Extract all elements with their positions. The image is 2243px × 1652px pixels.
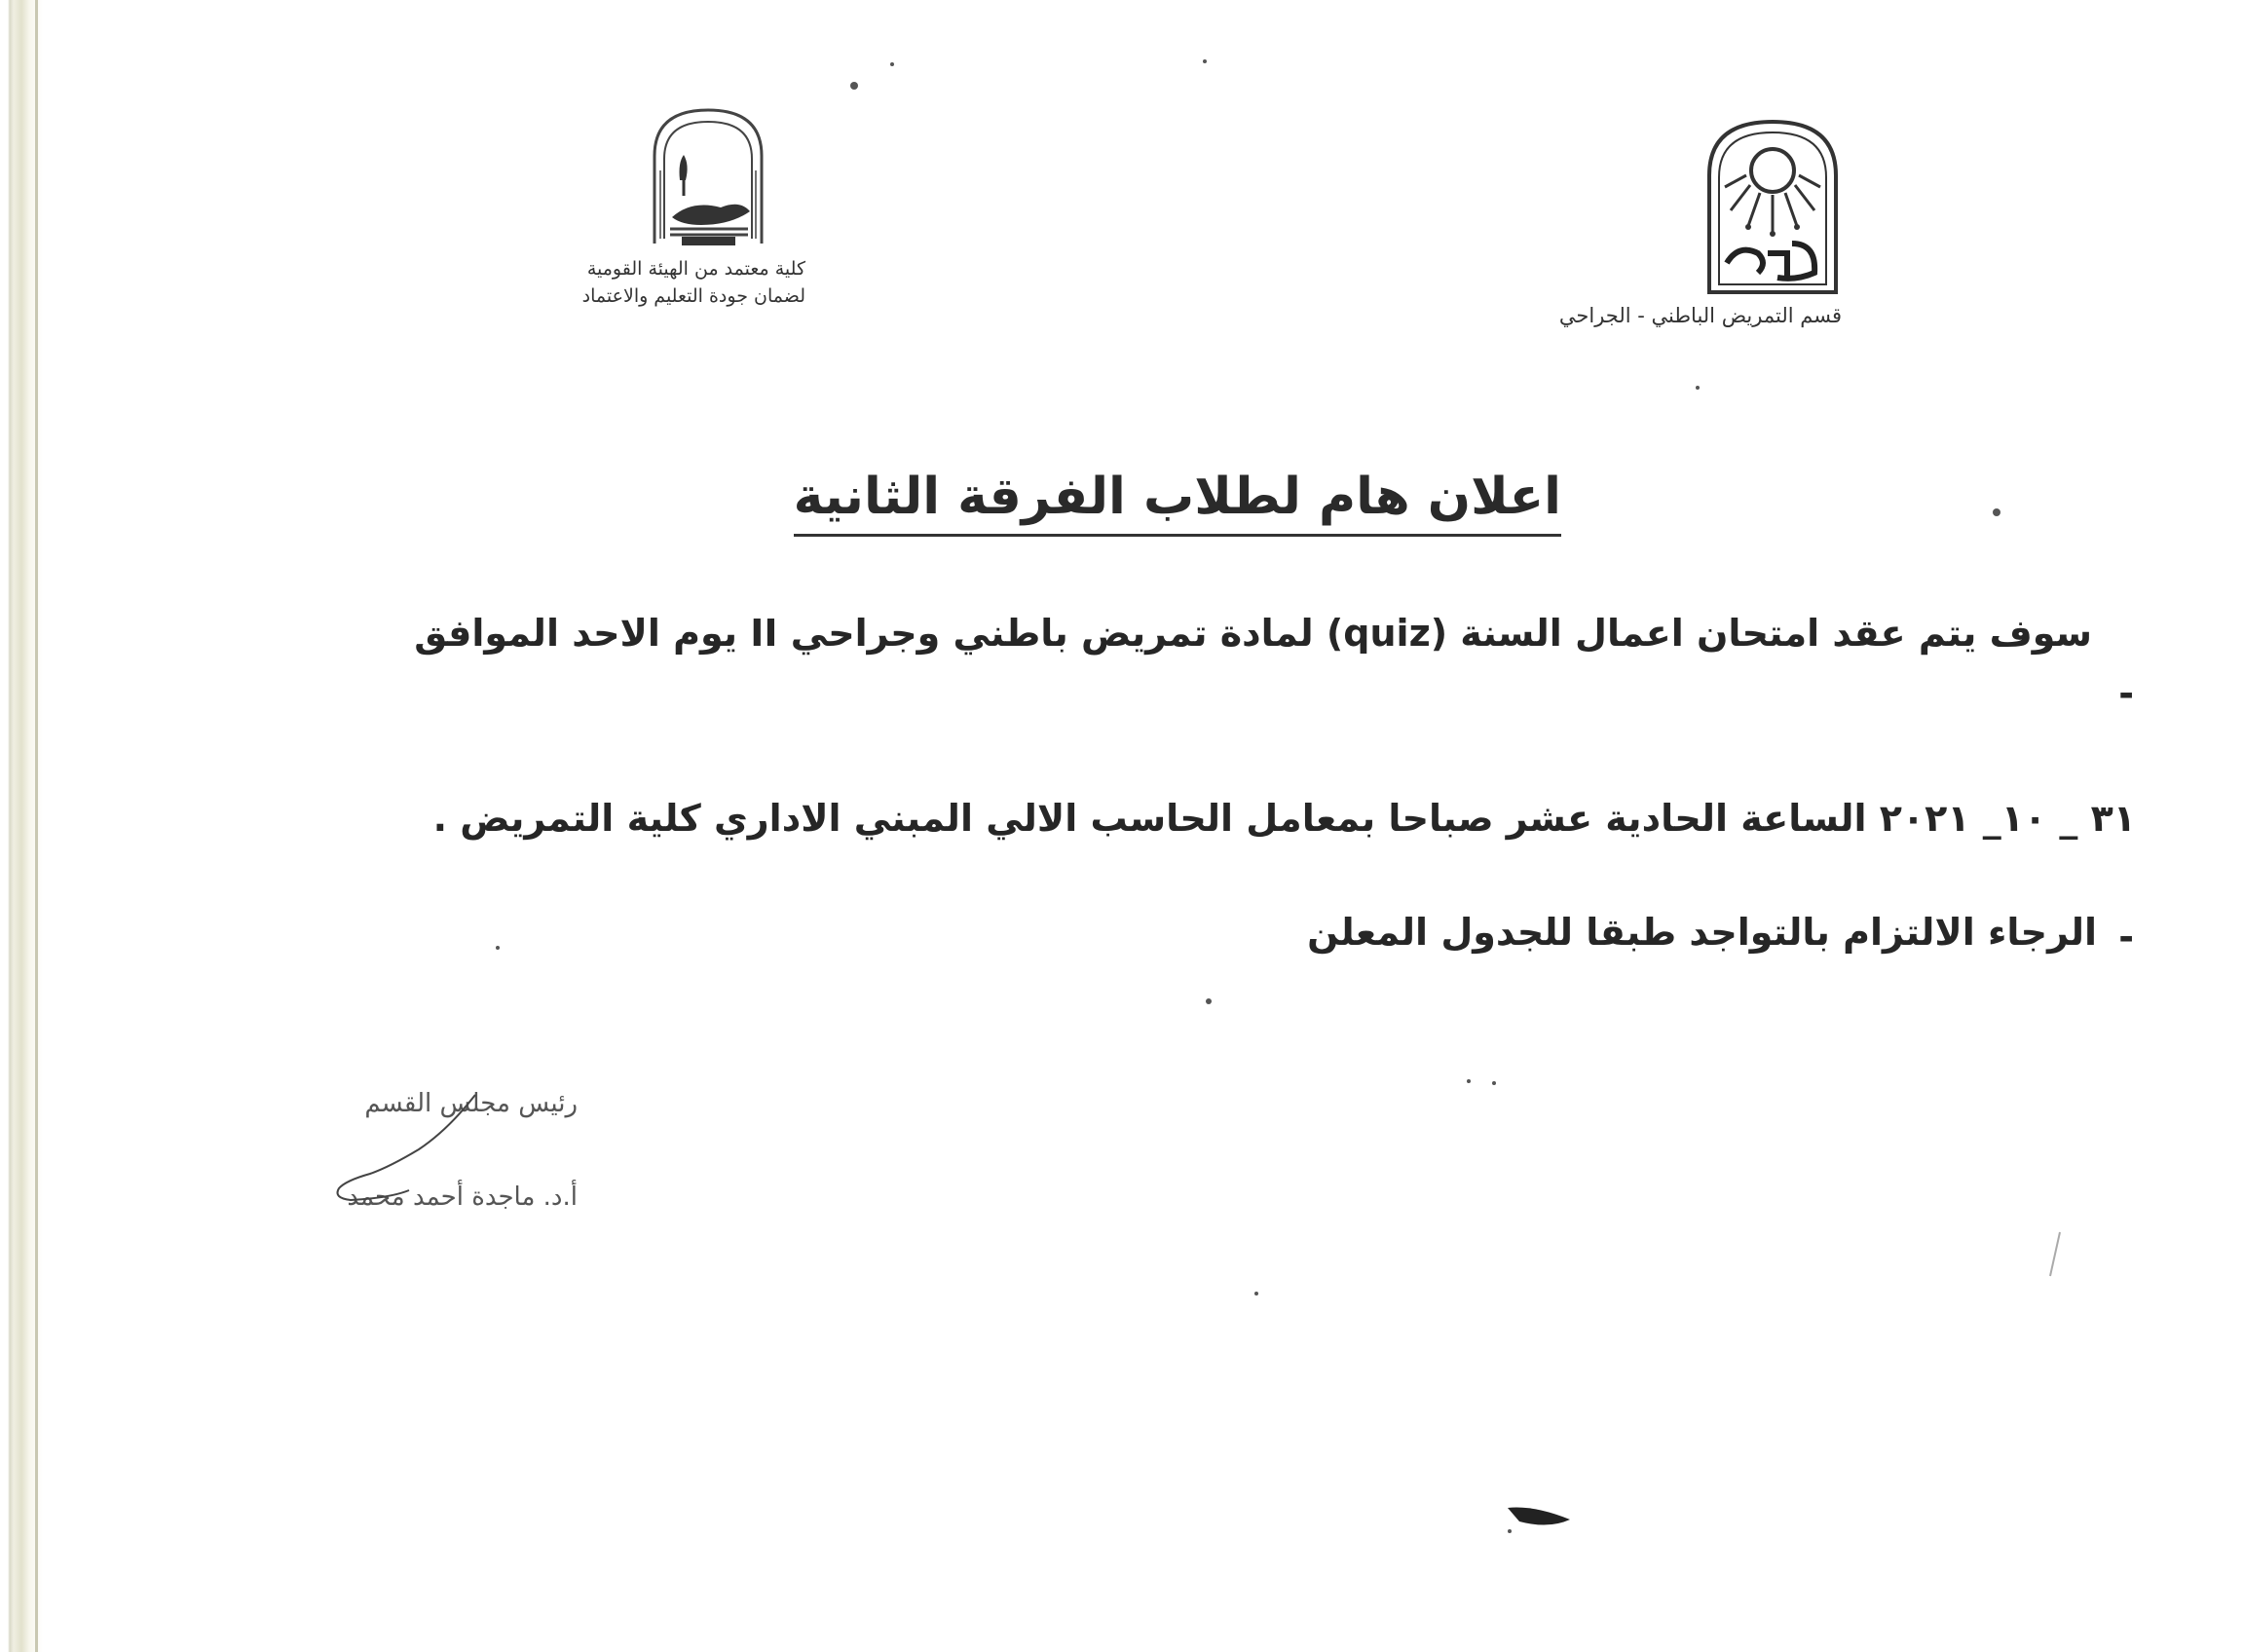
accreditation-line-1: كلية معتمد من الهيئة القومية (586, 258, 805, 280)
scan-edge (0, 0, 45, 1652)
announcement-line-3-prefix: - (2118, 916, 2134, 958)
accreditation-caption (582, 255, 805, 310)
university-logo-icon (1700, 117, 1846, 297)
announcement-line-3: الرجاء الالتزام بالتواجد طبقا للجدول المعلن (1307, 911, 2097, 954)
department-caption: قسم التمريض الباطني - الجراحي (1558, 304, 1842, 327)
announcement-line-1: سوف يتم عقد امتحان اعمال السنة (quiz) لمادة تمريض باطني وجراحي II يوم الاحد الموافق (414, 612, 2092, 655)
announcement-line-2: ٣١ _ ١٠_ ٢٠٢١ الساعة الحادية عشر صباحا بمعامل الحاسب الالي المبني الاداري كلية التمريض . (432, 797, 2136, 840)
handwritten-signature-icon (331, 1091, 477, 1208)
signature-title: رئيس مجلس القسم (364, 1089, 578, 1118)
announcement-line-1-prefix: - (2118, 672, 2134, 715)
faculty-logo-icon (643, 102, 774, 248)
scan-edge-line (35, 0, 38, 1652)
accreditation-line-2: لضمان جودة التعليم والاعتماد (581, 285, 805, 307)
announcement-title: اعلان هام لطلاب الفرقة الثانية (794, 468, 1561, 537)
signature-name: أ.د. ماجدة أحمد محمد (347, 1183, 578, 1212)
